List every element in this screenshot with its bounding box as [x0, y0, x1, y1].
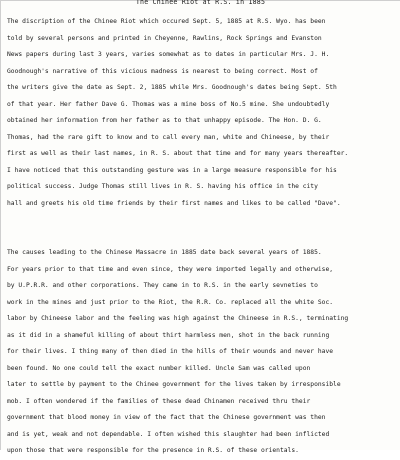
text-line: first as well as their last names, in R. S. about that time and for many years thereafter. — [7, 150, 349, 157]
text-line: political success. Judge Thomas still lives in R. S. having his office in the city — [7, 183, 318, 190]
text-line: mob. I often wondered if the families of these dead Chinamen received thru their — [7, 397, 311, 405]
text-line: labor by Chineese labor and the feeling was high against the Chineese in R.S., terminating — [7, 315, 349, 322]
text-line: The discription of the Chinee Riot which occured Sept. 5, 1885 at R.S. Wyo. has been — [7, 18, 326, 25]
text-line: as it did in a shameful killing of about thirt harmless men, shot in the back running — [7, 331, 330, 339]
text-line: work in the mines and just prior to the Riot, the R.R. Co. replaced all the white Soc. — [7, 298, 334, 306]
page-title: The Chinee Riot at R.S. in 1885 — [135, 0, 266, 6]
text-line: of that year. Her father Dave G. Thomas was a mine boss of No.5 mine. She undoubtedly — [7, 100, 330, 108]
text-line: by U.P.R.R. and other corporations. They came in to R.S. in the early sevneties to — [7, 282, 318, 289]
text-line: government that blood money in view of the fact that the Chinese government was then — [7, 414, 326, 421]
text-line: for their lives. I thing many of then died in the hills of their wounds and never have — [7, 348, 334, 355]
text-line: News papers during last 3 years, varies somewhat as to dates in particular Mrs. J. H. — [7, 51, 330, 58]
text-line: been found. No one could tell the exact number killed. Uncle Sam was called upon — [7, 364, 311, 372]
paragraph-1 — [7, 14, 399, 212]
text-line: I have noticed that this outstanding gesture was in a large measure responsible for his — [7, 166, 337, 174]
text-line: told by several persons and printed in Cheyenne, Rawlins, Rock Springs and Evanston — [7, 34, 322, 42]
text-line: Goodnough's narrative of this vicious madness is nearest to being correct. Most of — [7, 67, 318, 75]
text-line: obtained her information from her father as to that unhappy episode. The Hon. D. G. — [7, 117, 322, 124]
text-line: Thomas, had the rare gift to know and to call every man, white and Chineese, by their — [7, 133, 330, 141]
text-line: upon those that were responsible for the presence in R.S. of these orientals. — [7, 447, 299, 454]
text-line: hall and greets his old time friends by their first names and likes to be called "Dave". — [7, 199, 341, 207]
text-line: For years prior to that time and even since, they were imported legally and otherwise, — [7, 265, 334, 273]
text-line: the writers give the date as Sept. 2, 1885 while Mrs. Goodnough's dates being Sept. 5th — [7, 84, 337, 91]
paragraph-2 — [7, 245, 399, 460]
text-line: The causes leading to the Chinese Massacre in 1885 date back several years of 1885. — [7, 249, 322, 256]
text-line: later to settle by payment to the Chinee government for the lives taken by irresponsible — [7, 381, 341, 388]
text-line: and is yet, weak and not dependable. I often wished this slaughter had been inflicted — [7, 430, 330, 438]
